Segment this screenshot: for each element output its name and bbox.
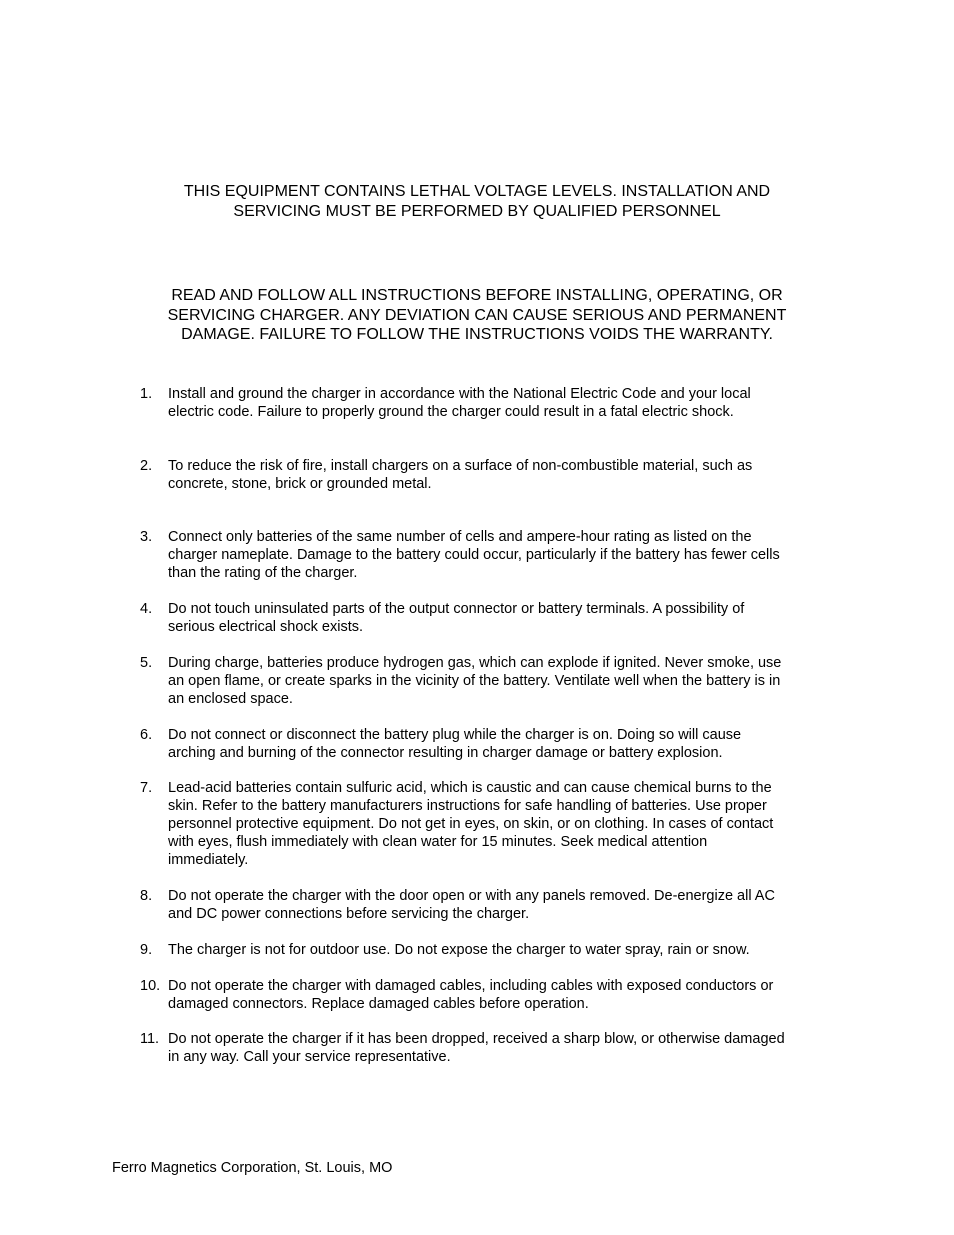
- item-line: Install and ground the charger in accordance with the National Electric Code and your local: [168, 386, 751, 402]
- item-number: 6.: [140, 727, 153, 743]
- item-line: and DC power connections before servicing the charger.: [168, 906, 530, 922]
- item-number: 4.: [140, 601, 153, 617]
- item-text: [168, 779, 840, 869]
- item-number: 5.: [140, 655, 153, 671]
- item-text: [168, 977, 840, 1013]
- item-number: 11.: [140, 1031, 160, 1047]
- item-line: personnel protective equipment. Do not get in eyes, on skin, or on clothing. In cases of contact: [168, 816, 774, 832]
- item-line: an open flame, or create sparks in the vicinity of the battery. Ventilate well when the battery is in: [168, 673, 781, 689]
- page-footer: Ferro Magnetics Corporation, St. Louis, MO: [112, 1160, 393, 1176]
- item-line: During charge, batteries produce hydrogen gas, which can explode if ignited. Never smoke, use: [168, 655, 782, 671]
- instruction-item-11: [140, 1030, 840, 1066]
- item-text: [168, 385, 840, 421]
- warning-line: DAMAGE. FAILURE TO FOLLOW THE INSTRUCTIONS VOIDS THE WARRANTY.: [181, 326, 773, 343]
- instruction-item-8: [140, 887, 840, 923]
- item-line: concrete, stone, brick or grounded metal.: [168, 476, 432, 492]
- warning-line: SERVICING CHARGER. ANY DEVIATION CAN CAUSE SERIOUS AND PERMANENT: [167, 306, 787, 324]
- item-line: damaged connectors. Replace damaged cables before operation.: [168, 996, 589, 1012]
- item-line: Do not operate the charger with the door open or with any panels removed. De-energize all AC: [168, 888, 775, 904]
- item-line: immediately.: [168, 852, 249, 868]
- item-number: 1.: [140, 386, 153, 402]
- item-text: [168, 887, 840, 923]
- item-line: in any way. Call your service representative.: [168, 1049, 451, 1065]
- item-line: serious electrical shock exists.: [168, 619, 364, 635]
- item-text: [168, 600, 840, 636]
- warning-line: READ AND FOLLOW ALL INSTRUCTIONS BEFORE INSTALLING, OPERATING, OR: [171, 287, 783, 304]
- item-text: [168, 941, 840, 959]
- item-text: [168, 457, 840, 493]
- instruction-item-5: [140, 654, 840, 708]
- instruction-item-6: [140, 726, 840, 762]
- item-text: [168, 1030, 840, 1066]
- warning-read-instructions: [100, 286, 854, 345]
- instruction-item-7: [140, 779, 840, 869]
- item-line: skin. Refer to the battery manufacturers instructions for safe handling of batteries. Use proper: [168, 798, 767, 814]
- instruction-item-3: [140, 528, 840, 582]
- warning-line: SERVICING MUST BE PERFORMED BY QUALIFIED PERSONNEL: [233, 203, 721, 220]
- instruction-item-10: [140, 977, 840, 1013]
- item-line: Connect only batteries of the same number of cells and ampere-hour rating as listed on the: [168, 529, 752, 545]
- instruction-item-4: [140, 600, 840, 636]
- item-line: with eyes, flush immediately with clean water for 15 minutes. Seek medical attention: [168, 834, 708, 850]
- item-number: 10.: [140, 978, 161, 994]
- item-number: 7.: [140, 780, 153, 796]
- instruction-item-2: [140, 457, 840, 493]
- item-line: The charger is not for outdoor use. Do not expose the charger to water spray, rain or snow.: [168, 942, 750, 958]
- item-number: 3.: [140, 529, 153, 545]
- item-number: 9.: [140, 942, 153, 958]
- item-line: Lead-acid batteries contain sulfuric acid, which is caustic and can cause chemical burns to the: [168, 780, 772, 796]
- item-line: arching and burning of the connector resulting in charger damage or battery explosion.: [168, 745, 723, 761]
- item-text: [168, 528, 840, 582]
- warning-line: THIS EQUIPMENT CONTAINS LETHAL VOLTAGE LEVELS. INSTALLATION AND: [183, 183, 771, 200]
- item-line: charger nameplate. Damage to the battery could occur, particularly if the battery has fewer cells: [168, 547, 780, 563]
- item-line: an enclosed space.: [168, 691, 293, 707]
- item-line: electric code. Failure to properly ground the charger could result in a fatal electric shock.: [168, 404, 734, 420]
- item-line: Do not connect or disconnect the battery plug while the charger is on. Doing so will cause: [168, 727, 742, 743]
- instruction-item-1: [140, 385, 840, 421]
- item-line: Do not touch uninsulated parts of the output connector or battery terminals. A possibility of: [168, 601, 745, 617]
- item-text: [168, 726, 840, 762]
- item-number: 8.: [140, 888, 153, 904]
- item-line: Do not operate the charger if it has been dropped, received a sharp blow, or otherwise damaged: [168, 1031, 785, 1047]
- item-line: than the rating of the charger.: [168, 565, 358, 581]
- warning-lethal-voltage: [100, 182, 854, 222]
- instruction-item-9: [140, 941, 840, 959]
- item-number: 2.: [140, 458, 153, 474]
- item-text: [168, 654, 840, 708]
- item-line: To reduce the risk of fire, install chargers on a surface of non-combustible material, such as: [168, 458, 753, 474]
- item-line: Do not operate the charger with damaged cables, including cables with exposed conductors or: [168, 978, 774, 994]
